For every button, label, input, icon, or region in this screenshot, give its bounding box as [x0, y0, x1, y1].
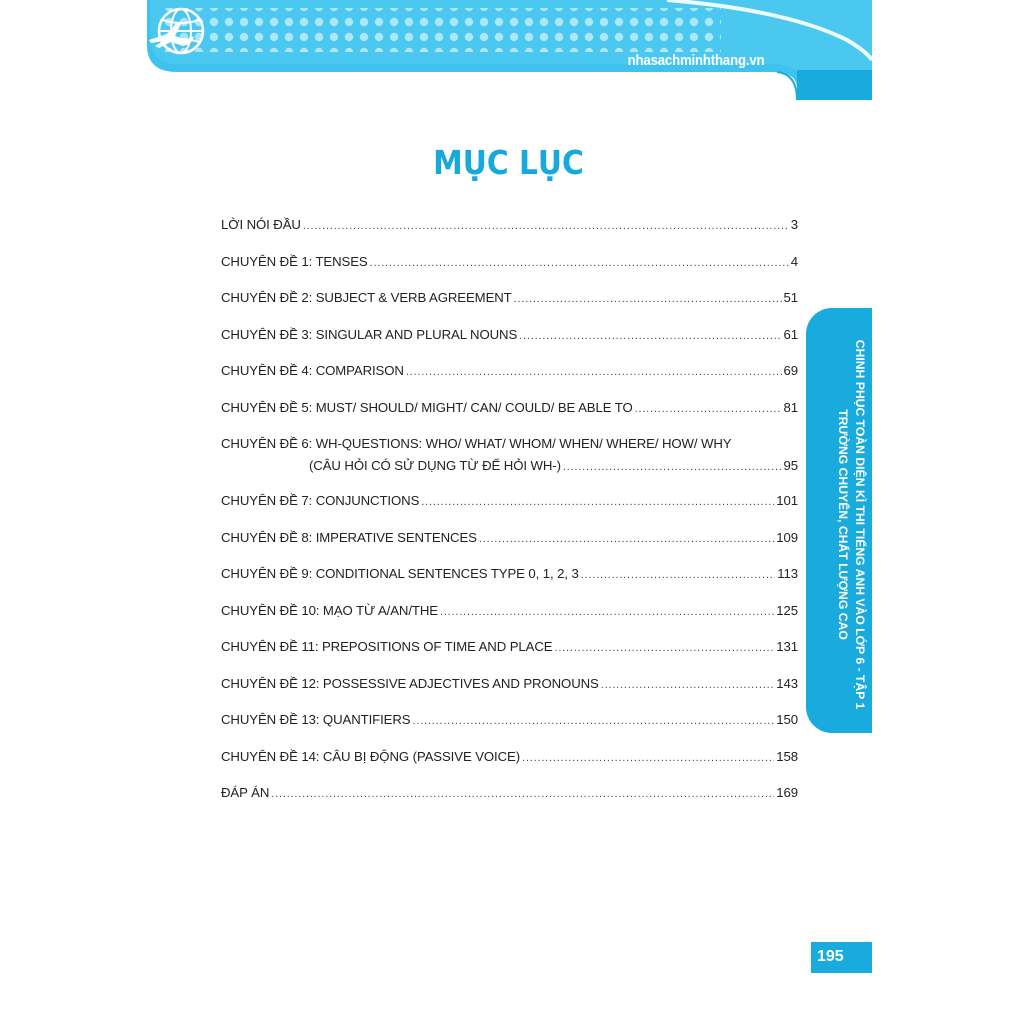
- toc-entry-page: 81: [783, 399, 798, 415]
- toc-entry-page: 69: [783, 363, 798, 378]
- toc-entry-chapter-1[interactable]: [221, 254, 798, 291]
- book-title-line-2: TRƯỜNG CHUYÊN, CHẤT LƯỢNG CAO: [836, 409, 850, 640]
- toc-entry-label: CHUYÊN ĐỀ 1: TENSES: [221, 253, 368, 269]
- page-title: MỤC LỤC: [433, 143, 584, 182]
- toc-entry-label: CHUYÊN ĐỀ 2: SUBJECT & VERB AGREEMENT: [221, 290, 512, 305]
- book-series-title: [822, 322, 868, 727]
- toc-entry-preface[interactable]: [221, 217, 798, 254]
- toc-entry-label: LỜI NÓI ĐẦU: [221, 217, 301, 232]
- toc-entry-chapter-3[interactable]: [221, 327, 798, 364]
- globe-plane-icon: [147, 0, 209, 62]
- book-title-line-1: CHINH PHỤC TOÀN DIỆN KÌ THI TIẾNG ANH VÀO LỚP 6 - TẬP 1: [853, 339, 867, 710]
- toc-entry-label-continued: (CÂU HỎI CÓ SỬ DỤNG TỪ ĐỂ HỎI WH-): [309, 458, 561, 473]
- page-number: 195: [817, 948, 844, 965]
- dot-leader: [413, 715, 775, 727]
- toc-entry-page: 131: [776, 639, 798, 654]
- toc-entry-label: CHUYÊN ĐỀ 3: SINGULAR AND PLURAL NOUNS: [221, 326, 518, 342]
- toc-entry-chapter-7[interactable]: [221, 493, 798, 530]
- toc-entry-label: CHUYÊN ĐỀ 12: POSSESSIVE ADJECTIVES AND PRONOUNS: [221, 675, 599, 691]
- toc-entry-label: CHUYÊN ĐỀ 9: CONDITIONAL SENTENCES TYPE 0, 1, 2, 3: [221, 566, 579, 581]
- toc-entry-label: CHUYÊN ĐỀ 11: PREPOSITIONS OF TIME AND PLACE: [221, 639, 553, 654]
- dot-leader: [514, 293, 782, 305]
- toc-entry-page: 61: [783, 326, 798, 342]
- toc-entry-chapter-5[interactable]: [221, 400, 798, 437]
- dot-leader: [563, 461, 782, 473]
- toc-entry-page: 150: [776, 712, 798, 727]
- site-url: nhasachminhthang.vn: [627, 52, 764, 69]
- dot-leader: [303, 220, 789, 232]
- toc-entry-chapter-12[interactable]: [221, 676, 798, 713]
- toc-entry-label: ĐÁP ÁN: [221, 785, 270, 800]
- toc-entry-page: 158: [776, 748, 798, 764]
- toc-entry-page: 169: [776, 785, 798, 800]
- toc-entry-label: CHUYÊN ĐỀ 5: MUST/ SHOULD/ MIGHT/ CAN/ COULD/ BE ABLE TO: [221, 399, 633, 415]
- toc-entry-page: 4: [790, 253, 798, 269]
- table-of-contents: [221, 217, 798, 822]
- dot-leader: [519, 330, 781, 342]
- dot-leader: [440, 606, 774, 618]
- dot-leader: [601, 679, 775, 691]
- toc-entry-label: CHUYÊN ĐỀ 6: WH-QUESTIONS: WHO/ WHAT/ WHOM/ WHEN/ WHERE/ HOW/ WHY: [221, 436, 732, 451]
- dot-leader: [406, 366, 782, 378]
- toc-entry-label: CHUYÊN ĐỀ 8: IMPERATIVE SENTENCES: [221, 529, 477, 545]
- toc-entry-page: 109: [776, 529, 798, 545]
- page-number-box: [811, 942, 872, 973]
- toc-entry-page: 3: [790, 217, 798, 232]
- toc-entry-page: 125: [776, 602, 798, 618]
- dot-leader: [370, 257, 789, 269]
- toc-entry-label: CHUYÊN ĐỀ 14: CÂU BỊ ĐỘNG (PASSIVE VOICE): [221, 748, 521, 764]
- toc-entry-label: CHUYÊN ĐỀ 4: COMPARISON: [221, 363, 404, 378]
- dot-leader: [479, 533, 774, 545]
- dot-leader: [271, 788, 774, 800]
- dot-leader: [522, 752, 774, 764]
- header-banner: [147, 0, 872, 100]
- toc-entry-chapter-4[interactable]: [221, 363, 798, 400]
- toc-entry-chapter-10[interactable]: [221, 603, 798, 640]
- toc-entry-page: 51: [783, 290, 798, 305]
- toc-entry-label: CHUYÊN ĐỀ 10: MẠO TỪ A/AN/THE: [221, 602, 438, 618]
- toc-entry-chapter-11[interactable]: [221, 639, 798, 676]
- toc-entry-page: 101: [776, 493, 798, 508]
- side-tab: [806, 308, 872, 733]
- toc-entry-subline: [221, 458, 798, 473]
- toc-entry-chapter-13[interactable]: [221, 712, 798, 749]
- toc-entry-answers[interactable]: [221, 785, 798, 822]
- toc-entry-chapter-6[interactable]: [221, 436, 798, 493]
- toc-entry-label: CHUYÊN ĐỀ 13: QUANTIFIERS: [221, 712, 411, 727]
- header-band-shape: [147, 0, 872, 100]
- toc-entry-label: CHUYÊN ĐỀ 7: CONJUNCTIONS: [221, 493, 420, 508]
- dot-leader: [635, 403, 782, 415]
- toc-entry-chapter-14[interactable]: [221, 749, 798, 786]
- toc-entry-chapter-2[interactable]: [221, 290, 798, 327]
- dot-leader: [554, 642, 774, 654]
- dot-leader: [421, 496, 774, 508]
- toc-entry-chapter-8[interactable]: [221, 530, 798, 567]
- toc-entry-page: 113: [777, 566, 798, 581]
- toc-entry-page: 143: [776, 675, 798, 691]
- dot-leader: [581, 569, 776, 581]
- toc-entry-chapter-9[interactable]: [221, 566, 798, 603]
- toc-entry-page: 95: [783, 458, 798, 473]
